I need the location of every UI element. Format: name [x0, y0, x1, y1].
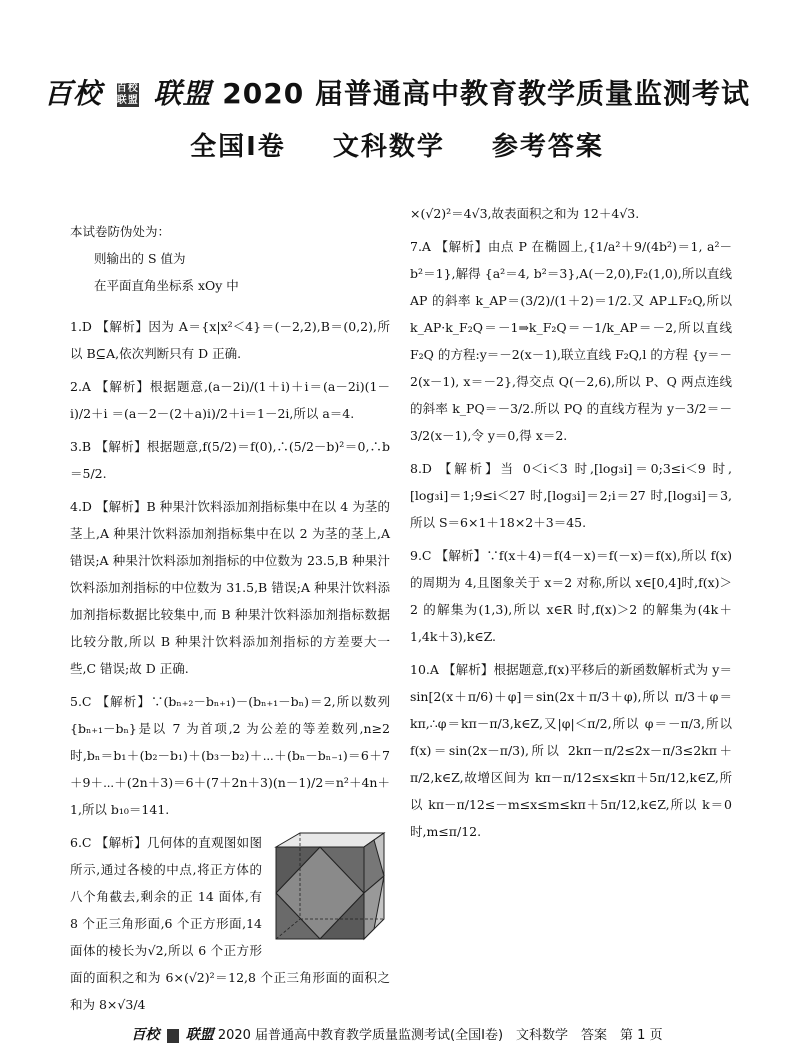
- answer-q10: 10.A 【解析】根据题意,f(x)平移后的新函数解析式为 y＝sin[2(x＋π/6)＋φ]＝sin(2x＋π/3＋φ),所以 π/3＋φ＝kπ,∴φ＝kπ－π/3,k∈Z,又|φ|＜π/2,所以 φ＝－π/3,所以 f(x)＝sin(2x－π/3),所以 2kπ－π/2≤2x－π/3≤2kπ＋π/2,k∈Z,故增区间为 kπ－π/12≤x≤kπ＋5π/12,k∈Z,所以 kπ－π/12≤－m≤x≤m≤kπ＋5π/12,k∈Z,所以 k＝0 时,m≤π/12.: [410, 662, 732, 839]
- answer-q3: 3.B 【解析】根据题意,f(5/2)＝f(0),∴(5/2－b)²＝0,∴b＝5/2.: [70, 439, 390, 481]
- document-type: 参考答案: [491, 132, 604, 162]
- header-title-row: [0, 72, 794, 112]
- footer-brand-left: 百校: [131, 1027, 160, 1043]
- footer-brand-right: 联盟: [185, 1027, 214, 1043]
- brand-logo-left: 百校: [44, 77, 103, 110]
- brand-seal-icon: 百校 联盟: [116, 83, 139, 106]
- exam-paper-name: 全国Ⅰ卷: [190, 132, 286, 162]
- right-column: [410, 200, 732, 851]
- header-subtitle-row: [0, 126, 794, 163]
- answer-q5: 5.C 【解析】∵(bₙ₊₂－bₙ₊₁)－(bₙ₊₁－bₙ)＝2,所以数列{bₙ₊₁－bₙ}是以 7 为首项,2 为公差的等差数列,n≥2 时,bₙ＝b₁＋(b₂－b₁)＋(b₃－b₂)＋⋯＋(bₙ－bₙ₋₁)＝6＋7＋9＋⋯＋(2n＋3)＝6＋(7＋2n＋3)(n－1)/2＝n²＋4n＋1,所以 b₁₀＝141.: [70, 694, 390, 817]
- answer-q6: 6.C 【解析】几何体的直观图如图所示,通过各棱的中点,将正方体的八个角截去,剩余的正 14 面体,有 8 个正三角形面,6 个正方形面,14 面体的棱长为√2,所以 6 个正方形面的面积之和为 6×(√2)²＝12,8 个正三角形面的面积之和为 8×√3/4: [70, 835, 390, 1012]
- anti-fake-title: 本试卷防伪处为：: [70, 224, 171, 239]
- polyhedron-figure: [270, 829, 390, 947]
- answer-q6-continued: ×(√2)²＝4√3,故表面积之和为 12＋4√3.: [410, 206, 640, 221]
- answer-q8: 8.D 【解析】当 0＜i＜3 时,[log₃i]＝0;3≤i＜9 时,[log₃i]＝1;9≤i＜27 时,[log₃i]＝2;i＝27 时,[log₃i]＝3,所以 S＝6×1＋18×2＋3＝45.: [410, 461, 732, 530]
- brand-logo-right: 联盟: [153, 77, 212, 110]
- answer-q9: 9.C 【解析】∵f(x＋4)＝f(4－x)＝f(－x)＝f(x),所以 f(x)的周期为 4,且图象关于 x＝2 对称,所以 x∈[0,4]时,f(x)＞2 的解集为(1,3),所以 x∈R 时,f(x)＞2 的解集为(4k＋1,4k＋3),k∈Z.: [410, 548, 732, 644]
- answer-q2: 2.A 【解析】根据题意,(a－2i)/(1＋i)＋i＝(a－2i)(1－i)/2＋i ＝(a－2－(2＋a)i)/2＋i＝1－2i,所以 a＝4.: [70, 379, 390, 421]
- anti-fake-line-1: 则输出的 S 值为: [94, 251, 186, 266]
- answer-q7: 7.A 【解析】由点 P 在椭圆上,{1/a²＋9/(4b²)＝1, a²－b²＝1},解得 {a²＝4, b²＝3},A(－2,0),F₂(1,0),所以直线 AP 的斜率 k_AP＝(3/2)/(1＋2)＝1/2.又 AP⊥F₂Q,所以 k_AP·k_F₂Q＝－1⇒k_F₂Q＝－1/k_AP＝－2,所以直线 F₂Q 的方程:y＝－2(x－1),联立直线 F₂Q,l 的方程 {y＝－2(x－1), x＝－2},得交点 Q(－2,6),所以 P、Q 两点连线的斜率 k_PQ＝－3/2.所以 PQ 的直线方程为 y－3/2＝－3/2(x－1),令 y＝0,得 x＝2.: [410, 239, 732, 443]
- answer-q1: 1.D 【解析】因为 A＝{x|x²＜4}＝(－2,2),B＝(0,2),所以 B⊆A,依次判断只有 D 正确.: [70, 319, 390, 361]
- footer-text: 2020 届普通高中教育教学质量监测考试(全国Ⅰ卷) 文科数学 答案 第 1 页: [217, 1028, 663, 1043]
- footer-seal-icon: [167, 1029, 179, 1043]
- page-footer: [0, 1024, 794, 1044]
- exam-title: 2020 届普通高中教育教学质量监测考试: [222, 77, 750, 110]
- answer-q4: 4.D 【解析】B 种果汁饮料添加剂指标集中在以 4 为茎的茎上,A 种果汁饮料添加剂指标集中在以 2 为茎的茎上,A 错误;A 种果汁饮料添加剂指标的中位数为 23.5,B 种果汁饮料添加剂指标的中位数为 31.5,B 错误;A 种果汁饮料添加剂指标数据比较集中,而 B 种果汁饮料添加剂指标数据比较分散,所以 B 种果汁饮料添加剂指标的方差要大一些,C 错误;故 D 正确.: [70, 499, 390, 676]
- exam-subject: 文科数学: [332, 132, 445, 162]
- left-column: [70, 218, 390, 1024]
- anti-fake-line-2: 在平面直角坐标系 xOy 中: [94, 278, 239, 293]
